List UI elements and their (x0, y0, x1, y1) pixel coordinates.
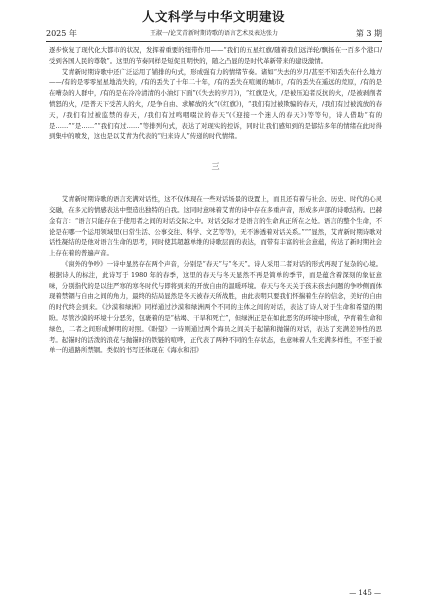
journal-title: 人文科学与中华文明建设 (141, 9, 285, 24)
paragraph-dialogism: 艾青新时期诗歌的语言充满对话性，这不仅体现在一些对话场景的设置上，而且还有着与社会、历史、时代的心灵交融，在多元的情感表达中塑造出独特的自我。这同时意味着艾青的诗中存在多重声音，形成多声部的诗歌结构。巴赫金有言：“语言只能存在于使用者之间的对话交际之中。对话交际才是语言的生命真正所在之处。语言的整个生命，不论是在哪一个运用领域里(日常生活、公事交往、科学、文艺等等)，无不渗透着对话关系。”“”显然，艾青新时期诗歌对话性凝结的是他对语言生命的思考，同时使其超越单维的诗歌层面的表达，而带有丰富的社会意蕴，传达了新时期社会上存在着的普遍声音。 (49, 195, 382, 258)
paragraph-continued: 逐步恢复了现代化大都市的状况，发挥着重要的纽带作用——“我们的五星红旗/随着我们远洋轮/飘扬在一百多个港口/受到各国人民的尊敬”。这里的节奏同样是短促且明快的，随之凸显的是时代革新带来的建设激情。 (49, 46, 382, 65)
running-header (46, 28, 382, 40)
header-rule (46, 41, 382, 42)
section-number: 三 (211, 162, 220, 172)
article-body (49, 45, 382, 356)
header-year: 2025 年 (46, 29, 77, 38)
header-article-title: 王淑一/论艾青新时期诗歌的语言艺术及表达张力 (149, 30, 279, 37)
paragraph-parallelism: 艾青新时期诗歌中还广泛运用了铺排的句式，形成强有力的情绪节奏。诸如“失去的岁月/甚至不知丢失在什么地方——/有的是零零星星地消失的，/有的丢失了十年二十年，/有的丢失在喧闹的城市，/有的丢失在遥远的荒原，/有的是在嘈杂的人群中，/有的是在冷冷清清的小油灯下面”(《失去的岁月》)，“红旗是火，/是被压迫者反抗的火，/是被剥削者愤怒的火，/是普天下受苦人的火，/是争自由、求解放的火”(《红旗》)，“我们有过被欺骗的春天，/我们有过被流放的春天，/我们有过被监禁的春天，/我们有过鸣咽啜泣的春天”(《迎接一个迷人的春天》)等等句，诗人借助“有的是……”“是……”“我们有过……”等排列句式，表达了对现实的控诉，同时让我们感知到的是郁结多年的情绪在此时得到集中的喷发，这也是以艾青为代表的“归来诗人”传递的时代情绪。 (49, 67, 382, 141)
page-number: — 145 — (349, 589, 381, 597)
header-issue: 第 3 期 (355, 29, 382, 38)
paragraph-dialogue-poems: 《窗外的争吵》一诗中显然存在两个声音，分别是“春天”与“冬天”。诗人采用二者对话的形式再现了复杂的心境。根据诗人的标注，此诗写于 1980 年的春季，这里的春天与冬天显然不再是简单的季节，而是蕴含着深刻的象征意味，分别指代的是以往严寒的寒冬时代与即将到来的开放自由的温暖环境。春天与冬天关于孩未孩去问题的争吵侧面体现着禁锢与自由之间的角力，最终的结局显然是冬天被春天所战胜，由此表明只要我们怀揣着生存的信念，美好的自由的时代终会到来。《沙漠和绿洲》同样通过沙漠和绿洲两个不同的主体之间的对话，表达了诗人对于生命和希望的期盼。尽管沙漠的环境十分恶劣，包裹着的是“枯竭、干旱和死亡”，但绿洲正是在如此恶劣的环境中形成，孕育着生命和绿色，二者之间形成鲜明的对照。《盼望》一诗则通过两个海员之间关于起锚和抛锚的对话，表达了充满差异性的思考。起锚时的活泼的浪花与抛锚时的铁链的喧哗，正代表了两种不同的生存状态，也意味着人生充满多样性，不至于被单一的道路所禁锢。类似的书写还体现在《海水和泪》 (49, 259, 382, 355)
